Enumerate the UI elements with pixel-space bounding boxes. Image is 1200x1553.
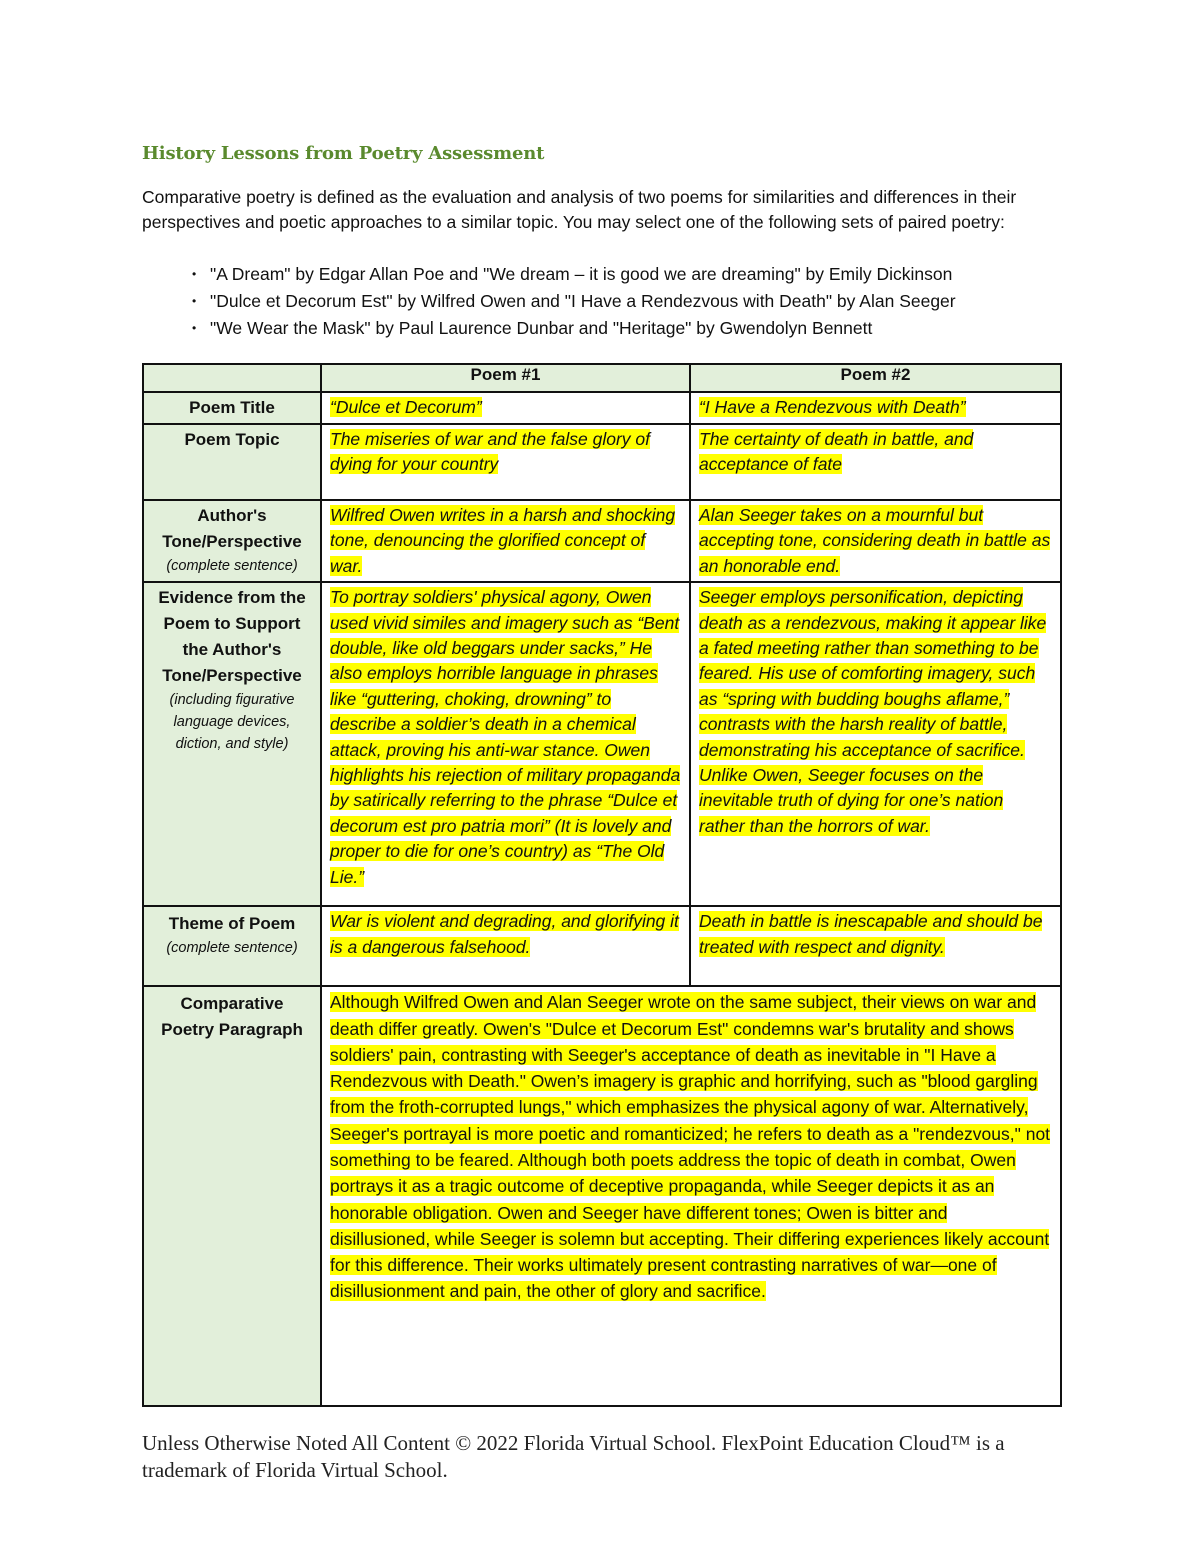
list-item: [192, 261, 956, 288]
poem1-evidence: To portray soldiers' physical agony, Owen used vivid similes and imagery such as “Bent double, like old beggars under sacks,” He also employs horrible language in phrases like “guttering, choking, drowning” to describe a soldier’s death in a chemical attack, proving his anti-war stance. Owen highlights his rejection of military propaganda by satirically referring to the phrase “Dulce et decorum est pro patria mori” (It is lovely and proper to die for one’s country) as “The Old Lie.”: [330, 587, 681, 887]
poem2-tone-cell: [690, 500, 1061, 582]
page-title: History Lessons from Poetry Assessment: [142, 143, 545, 164]
bullet-icon: •: [192, 294, 197, 308]
row-label-note: (including figurative language devices, diction, and style): [169, 692, 295, 753]
pair-text: "A Dream" by Edgar Allan Poe and "We dream – it is good we are dreaming" by Emily Dickinson: [210, 264, 953, 284]
row-label: [143, 582, 321, 906]
poem2-theme-cell: [690, 906, 1061, 986]
row-label: [143, 986, 321, 1406]
list-item: [192, 288, 956, 315]
poem1-header: Poem #1: [321, 364, 690, 392]
poem1-theme: War is violent and degrading, and glorifying it is a dangerous falsehood.: [330, 911, 679, 957]
comparison-table: [142, 363, 1062, 1407]
poem2-title: “I Have a Rendezvous with Death”: [699, 397, 966, 417]
poem2-title-cell: [690, 392, 1061, 424]
row-label-text: Poem Title: [189, 398, 275, 417]
poem1-title: “Dulce et Decorum”: [330, 397, 482, 417]
poem1-title-cell: [321, 392, 690, 424]
corner-header: [143, 364, 321, 392]
row-label: [143, 392, 321, 424]
bullet-icon: •: [192, 321, 197, 335]
poem2-theme: Death in battle is inescapable and should be treated with respect and dignity.: [699, 911, 1043, 957]
poem1-topic: The miseries of war and the false glory of dying for your country: [330, 429, 651, 475]
row-label-note: (complete sentence): [166, 940, 298, 957]
table-header-row: [143, 364, 1061, 392]
comparative-paragraph: Although Wilfred Owen and Alan Seeger wrote on the same subject, their views on war and death differ greatly. Owen's "Dulce et Decorum Est" condemns war's brutality and shows soldiers' pain, contrasting with Seeger's acceptance of death as inevitable in "I Have a Rendezvous with Death." Owen’s imagery is graphic and horrifying, such as "blood gargling from the froth-corrupted lungs," which emphasizes the physical agony of war. Alternatively, Seeger's portrayal is more poetic and romanticized; he refers to death as a "rendezvous," not something to be feared. Although both poets address the topic of death in combat, Owen portrays it as a tragic outcome of deceptive propaganda, while Seeger depicts it as an honorable obligation. Owen and Seeger have different tones; Owen is bitter and disillusioned, while Seeger is solemn but accepting. Their differing experiences likely account for this difference. Their works ultimately present contrasting narratives of war—one of disillusionment and pain, the other of glory and sacrifice.: [330, 992, 1051, 1302]
poem2-header: Poem #2: [690, 364, 1061, 392]
row-label-text: Evidence from the Poem to Support the Author's Tone/Perspective: [158, 588, 306, 686]
poem1-tone-cell: [321, 500, 690, 582]
table-row: [143, 424, 1061, 500]
row-label-text: Theme of Poem: [168, 914, 296, 934]
table-row: [143, 986, 1061, 1406]
row-label-text: Comparative Poetry Paragraph: [161, 994, 303, 1040]
poem2-evidence: Seeger employs personification, depicting death as a rendezvous, making it appear like a fated meeting rather than something to be feared. His use of comforting imagery, such as “spring with budding boughs aflame,” contrasts with the harsh reality of battle, demonstrating his acceptance of sacrifice. Unlike Owen, Seeger focuses on the inevitable truth of dying for one’s nation rather than the horrors of war.: [699, 587, 1047, 836]
list-item: [192, 315, 956, 342]
poem2-topic-cell: [690, 424, 1061, 500]
copyright-footer: Unless Otherwise Noted All Content © 2022 Florida Virtual School. FlexPoint Education Cloud™ is a trademark of Florida Virtual School.: [142, 1431, 1005, 1482]
row-label-text: Author's Tone/Perspective: [162, 506, 302, 551]
row-label-text: Poem Topic: [184, 430, 280, 449]
row-label: [143, 906, 321, 986]
poem1-theme-cell: [321, 906, 690, 986]
bullet-icon: •: [192, 267, 197, 281]
row-label: [143, 500, 321, 582]
table-row: [143, 906, 1061, 986]
comparative-paragraph-cell: [321, 986, 1061, 1406]
poem1-tone: Wilfred Owen writes in a harsh and shocking tone, denouncing the glorified concept of war.: [330, 505, 676, 576]
poem2-topic: The certainty of death in battle, and acceptance of fate: [699, 429, 974, 475]
poem-pairs-list: [192, 261, 956, 342]
poem2-evidence-cell: [690, 582, 1061, 906]
poem2-tone: Alan Seeger takes on a mournful but accepting tone, considering death in battle as an honorable end.: [699, 505, 1051, 576]
pair-text: "Dulce et Decorum Est" by Wilfred Owen and "I Have a Rendezvous with Death" by Alan Seeger: [210, 291, 956, 311]
table-row: [143, 582, 1061, 906]
row-label: [143, 424, 321, 500]
table-row: [143, 500, 1061, 582]
row-label-note: (complete sentence): [166, 558, 298, 574]
table-row: [143, 392, 1061, 424]
intro-paragraph: Comparative poetry is defined as the evaluation and analysis of two poems for similarities and differences in their perspectives and poetic approaches to a similar topic. You may select one of the following sets of paired poetry:: [142, 187, 1017, 232]
poem1-evidence-cell: [321, 582, 690, 906]
poem1-topic-cell: [321, 424, 690, 500]
pair-text: "We Wear the Mask" by Paul Laurence Dunbar and "Heritage" by Gwendolyn Bennett: [210, 318, 873, 338]
